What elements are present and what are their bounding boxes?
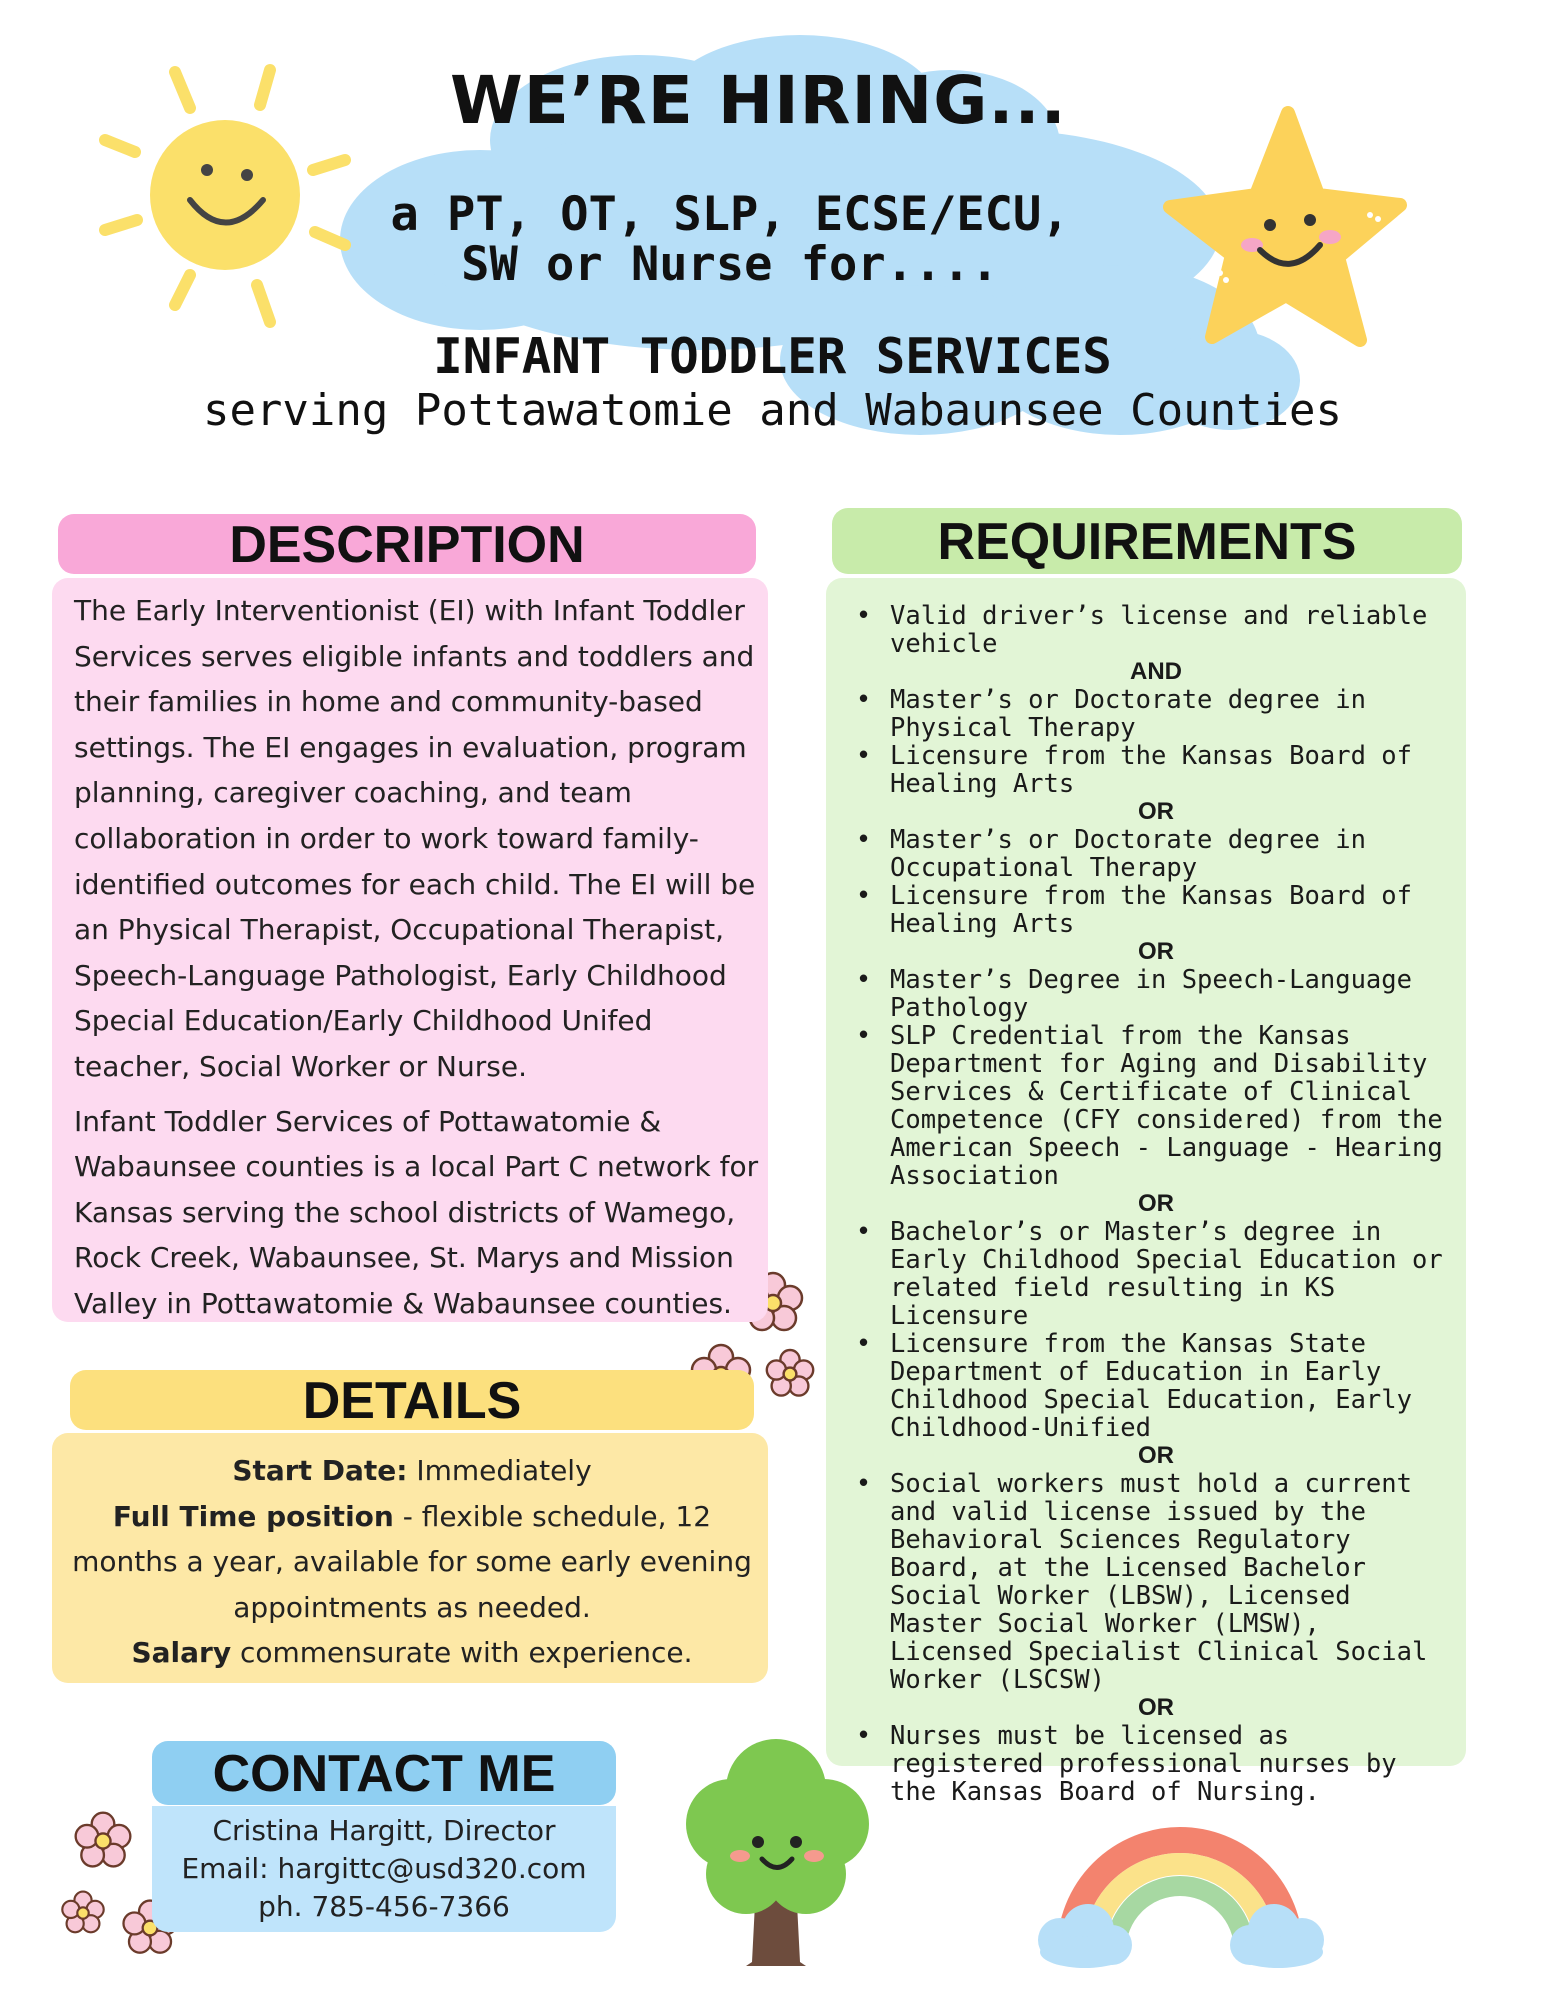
contact-phone[interactable]: ph. 785-456-7366 [258,1890,510,1923]
description-heading: DESCRIPTION [58,514,756,574]
contact-info [152,1812,616,1926]
requirement-item: • Valid driver’s license and reliable vehicle [856,602,1456,658]
or-separator: OR [1138,798,1174,825]
organization-name: INFANT TODDLER SERVICES [433,328,1112,385]
requirement-item: • Licensure from the Kansas State Department of Education in Early Childhood Special Education, Early Childhood-Unified [856,1330,1456,1442]
requirement-item: • Licensure from the Kansas Board of Healing Arts [856,742,1456,798]
full-time-label: Full Time position [112,1499,394,1533]
or-separator: OR [1138,1190,1174,1217]
full-time-info [62,1494,762,1631]
hiring-title: WE’RE HIRING... [450,62,1067,139]
requirement-item: • Bachelor’s or Master’s degree in Early Childhood Special Education or related field resulting in KS Licensure [856,1218,1456,1330]
service-area: serving Pottawatomie and Wabaunsee Counties [202,385,1343,436]
requirement-item: • Social workers must hold a current and valid license issued by the Behavioral Sciences Regulatory Board, at the Licensed Bachelor Social Worker (LBSW), Licensed Master Social Worker (LMSW), Licensed Specialist Clinical Social Worker (LSCSW) [856,1470,1456,1694]
or-separator: OR [1138,938,1174,965]
flower-icon [58,1888,108,1938]
full-time-value: - flexible schedule, 12 months a year, available for some early evening appointments as needed. [72,1499,752,1624]
requirements-heading: REQUIREMENTS [832,508,1462,574]
start-date-value: Immediately [407,1454,592,1487]
positions-line-1: a PT, OT, SLP, ECSE/ECU, [390,187,1070,242]
details-text [62,1448,762,1676]
flower-icon [762,1346,818,1402]
requirement-item: • Master’s or Doctorate degree in Physical Therapy [856,686,1456,742]
flower-icon [70,1808,136,1874]
tree-icon [676,1734,876,1970]
salary-info [62,1630,762,1676]
contact-heading: CONTACT ME [152,1741,616,1805]
details-heading: DETAILS [70,1370,754,1430]
or-separator: OR [1138,1442,1174,1469]
requirement-item: • SLP Credential from the Kansas Department for Aging and Disability Services & Certificate of Clinical Competence (CFY considered) from the American Speech - Language - Hearing Association [856,1022,1456,1190]
requirement-item: • Nurses must be licensed as registered professional nurses by the Kansas Board of Nursing. [856,1722,1456,1806]
rainbow-icon [1030,1780,1330,1970]
positions-line-2: SW or Nurse for.... [461,237,999,292]
and-separator: AND [1130,658,1182,685]
start-date [62,1448,762,1494]
start-date-label: Start Date: [232,1454,408,1487]
salary-value: commensurate with experience. [231,1636,693,1669]
or-separator: OR [1138,1694,1174,1721]
description-paragraph-2: Infant Toddler Services of Pottawatomie & Wabaunsee counties is a local Part C network for Kansas serving the school districts of Wamego, Rock Creek, Wabaunsee, St. Marys and Mission Valley in Pottawatomie & Wabaunsee counties. [74,1104,759,1320]
contact-name: Cristina Hargitt, Director [212,1814,556,1847]
positions-subtitle [280,187,1180,292]
requirement-item: • Master’s or Doctorate degree in Occupational Therapy [856,826,1456,882]
star-icon [1160,105,1410,355]
description-text [74,588,764,1336]
description-paragraph-1: The Early Interventionist (EI) with Infant Toddler Services serves eligible infants and toddlers and their families in home and community-based settings. The EI engages in evaluation, program planning, caregiver coaching, and team collaboration in order to work toward family-identified outcomes for each child. The EI will be an Physical Therapist, Occupational Therapist, Speech-Language Pathologist, Early Childhood Special Education/Early Childhood Unifed teacher, Social Worker or Nurse. [74,594,756,1083]
contact-email[interactable]: Email: hargittc@usd320.com [181,1852,587,1885]
requirement-item: • Licensure from the Kansas Board of Healing Arts [856,882,1456,938]
requirements-list [856,602,1456,1806]
salary-label: Salary [131,1636,232,1669]
requirement-item: • Master’s Degree in Speech-Language Pathology [856,966,1456,1022]
